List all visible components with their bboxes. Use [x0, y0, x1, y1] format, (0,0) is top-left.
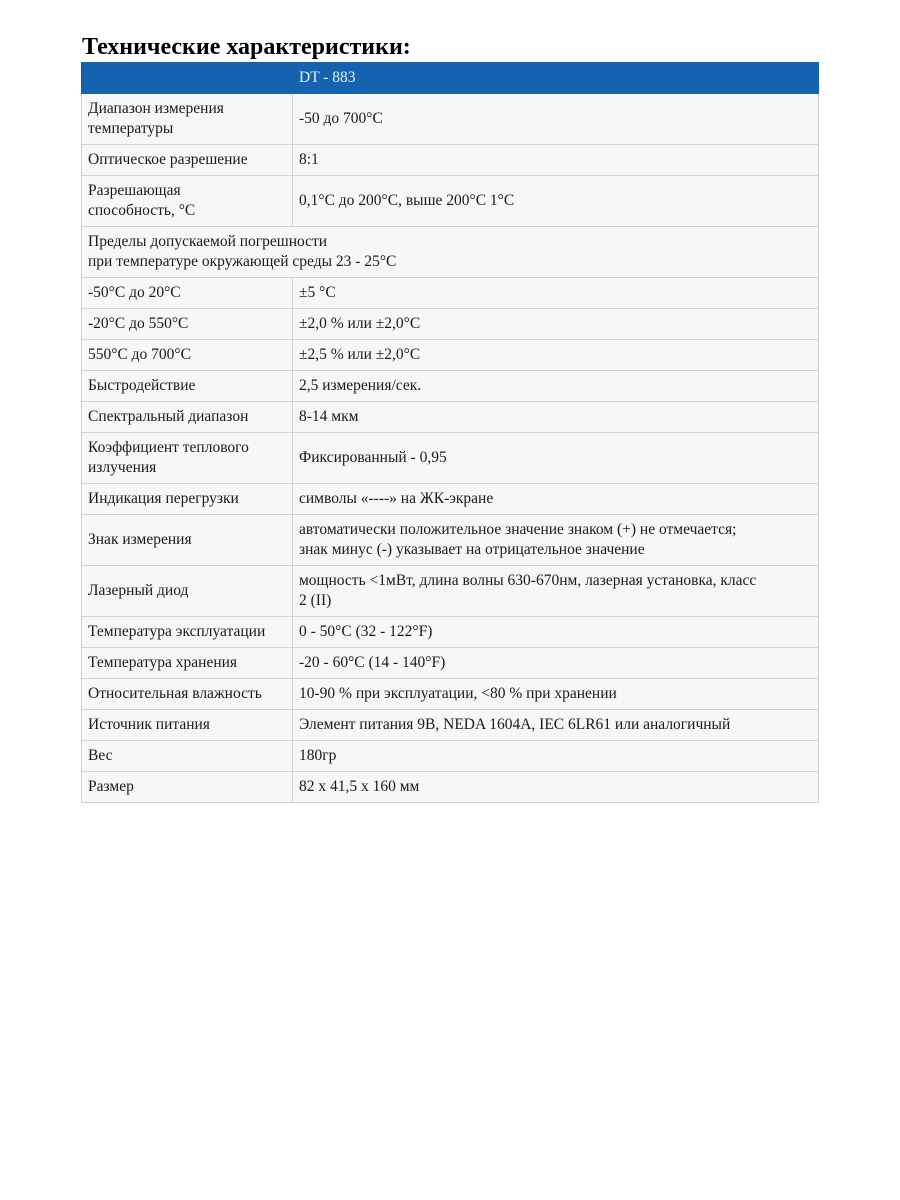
row-value: 2,5 измерения/сек.	[293, 371, 819, 402]
row-label: Диапазон измерения температуры	[82, 94, 293, 145]
row-label: -50°C до 20°C	[82, 278, 293, 309]
table-row	[82, 741, 819, 772]
table-row	[82, 145, 819, 176]
row-value: символы «----» на ЖК-экране	[293, 484, 819, 515]
table-row	[82, 617, 819, 648]
table-row	[82, 772, 819, 803]
table-row	[82, 278, 819, 309]
section-note: Пределы допускаемой погрешности при температуре окружающей среды 23 - 25°C	[82, 227, 819, 278]
row-value: 0 - 50°C (32 - 122°F)	[293, 617, 819, 648]
row-value: Элемент питания 9В, NEDA 1604A, IEC 6LR61 или аналогичный	[293, 710, 819, 741]
row-value: ±2,5 % или ±2,0°C	[293, 340, 819, 371]
table-section-row	[82, 227, 819, 278]
row-label: Размер	[82, 772, 293, 803]
table-row	[82, 648, 819, 679]
header-label-cell	[82, 63, 293, 94]
table-row	[82, 515, 819, 566]
row-label: Знак измерения	[82, 515, 293, 566]
table-row	[82, 433, 819, 484]
row-value: 8:1	[293, 145, 819, 176]
row-label: Вес	[82, 741, 293, 772]
table-row	[82, 679, 819, 710]
row-label: Спектральный диапазон	[82, 402, 293, 433]
spec-table	[81, 62, 819, 803]
row-label: 550°C до 700°C	[82, 340, 293, 371]
table-row	[82, 402, 819, 433]
table-row	[82, 176, 819, 227]
table-row	[82, 371, 819, 402]
row-label: Источник питания	[82, 710, 293, 741]
row-label: Быстродействие	[82, 371, 293, 402]
table-row	[82, 340, 819, 371]
row-value: ±5 °C	[293, 278, 819, 309]
row-label: Лазерный диод	[82, 566, 293, 617]
table-row	[82, 710, 819, 741]
table-row	[82, 484, 819, 515]
row-label: Оптическое разрешение	[82, 145, 293, 176]
row-label: Температура хранения	[82, 648, 293, 679]
row-value: -20 - 60°C (14 - 140°F)	[293, 648, 819, 679]
page-title: Технические характеристики:	[82, 34, 411, 60]
row-value: 0,1°C до 200°C, выше 200°C 1°C	[293, 176, 819, 227]
table-row	[82, 94, 819, 145]
row-value: 180гр	[293, 741, 819, 772]
row-value: Фиксированный - 0,95	[293, 433, 819, 484]
row-label: Индикация перегрузки	[82, 484, 293, 515]
row-value: -50 до 700°C	[293, 94, 819, 145]
row-value: 82 x 41,5 x 160 мм	[293, 772, 819, 803]
row-value: 10-90 % при эксплуатации, <80 % при хранении	[293, 679, 819, 710]
row-value: ±2,0 % или ±2,0°C	[293, 309, 819, 340]
row-label: Температура эксплуатации	[82, 617, 293, 648]
table-row	[82, 566, 819, 617]
row-value: мощность <1мВт, длина волны 630-670нм, лазерная установка, класс 2 (II)	[293, 566, 819, 617]
header-model-cell: DT - 883	[293, 63, 819, 94]
row-label: Относительная влажность	[82, 679, 293, 710]
row-label: -20°C до 550°C	[82, 309, 293, 340]
table-row	[82, 309, 819, 340]
table-header-row	[82, 63, 819, 94]
row-value: 8-14 мкм	[293, 402, 819, 433]
row-label: Коэффициент теплового излучения	[82, 433, 293, 484]
row-value: автоматически положительное значение знаком (+) не отмечается; знак минус (-) указывает на отрицательное значение	[293, 515, 819, 566]
row-label: Разрешающая способность, °C	[82, 176, 293, 227]
